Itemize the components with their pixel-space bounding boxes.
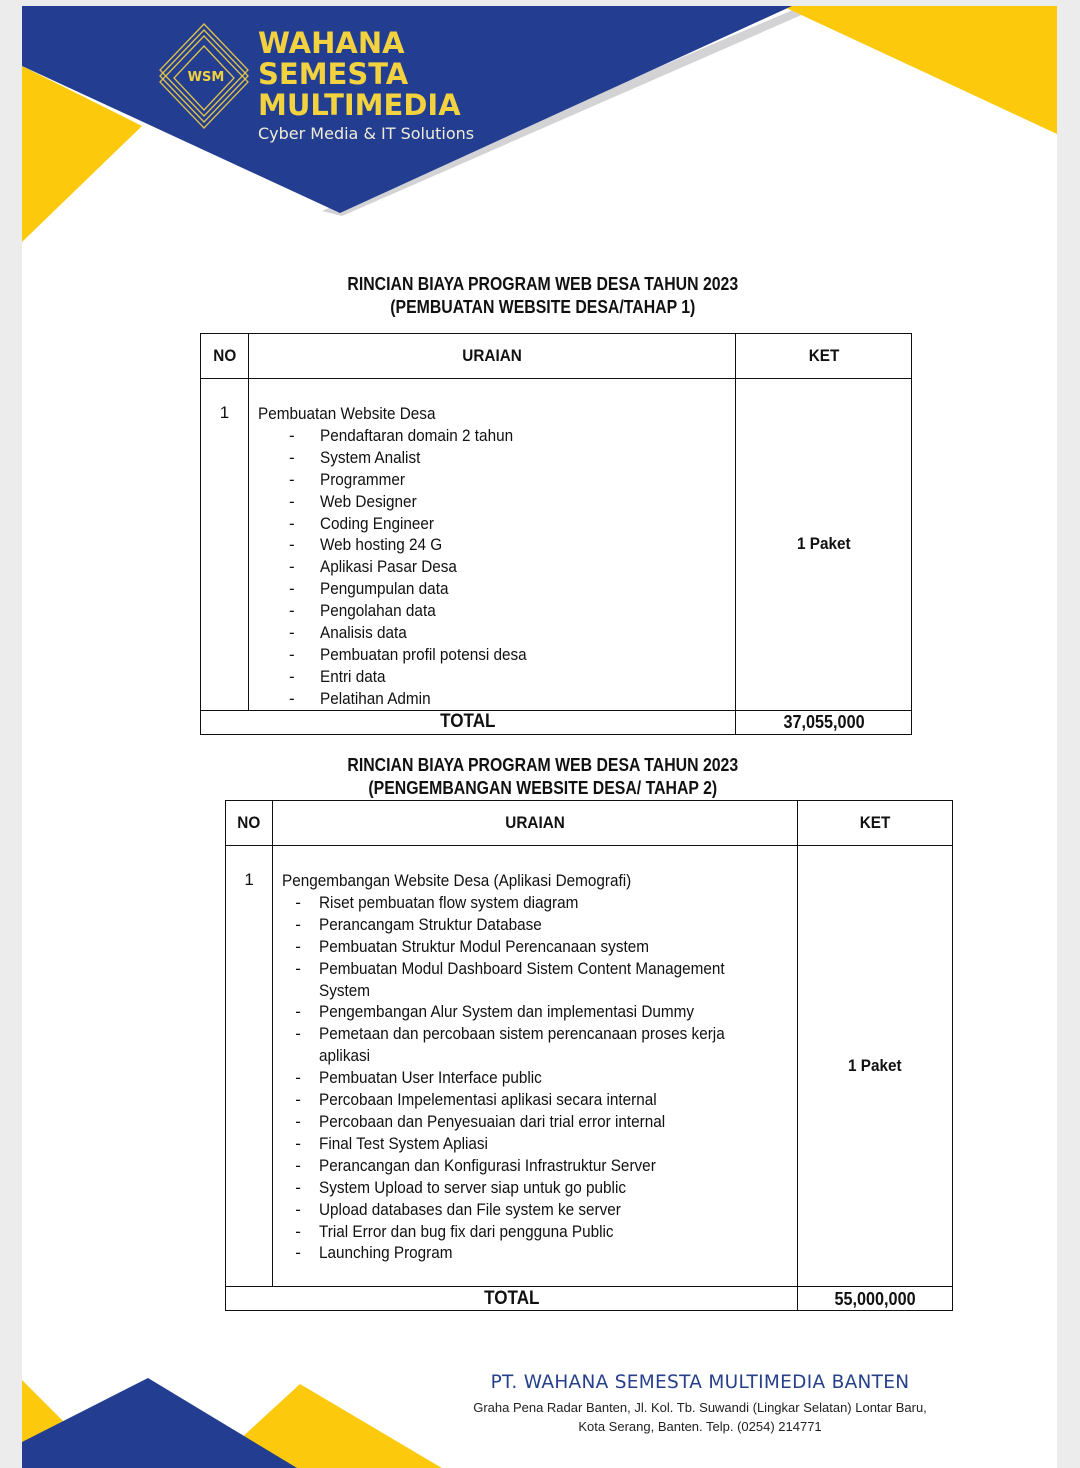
bullet-dash-icon: - xyxy=(295,1111,301,1131)
list-item-text: Coding Engineer xyxy=(319,513,434,533)
list-item xyxy=(258,491,727,513)
list-item-text: Pembuatan Struktur Modul Perencanaan system xyxy=(319,936,650,956)
total-row xyxy=(226,1287,953,1311)
bullet-dash-icon: - xyxy=(295,1090,301,1110)
row-heading: Pengembangan Website Desa (Aplikasi Demografi) xyxy=(282,871,632,890)
bullet-dash-icon: - xyxy=(295,1221,301,1241)
bullet-dash-icon: - xyxy=(295,958,301,978)
header-yellow-right-shape xyxy=(782,6,1057,134)
list-item xyxy=(282,958,789,1002)
bullet-dash-icon: - xyxy=(288,491,295,511)
list-item xyxy=(258,556,727,578)
list-item xyxy=(282,936,789,958)
bullet-dash-icon: - xyxy=(295,914,301,934)
table1-title-line2: (PEMBUATAN WEBSITE DESA/TAHAP 1) xyxy=(390,297,696,317)
list-item xyxy=(282,914,789,936)
list-item xyxy=(282,1111,789,1133)
list-item xyxy=(258,622,727,644)
list-item-text: Aplikasi Pasar Desa xyxy=(319,557,457,577)
row-number: 1 xyxy=(226,846,273,1287)
list-item-text: Launching Program xyxy=(319,1243,453,1263)
total-value: 37,055,000 xyxy=(736,710,912,734)
list-item xyxy=(282,1199,789,1221)
list-item-text: Perancangan dan Konfigurasi Infrastruktur Server xyxy=(319,1155,657,1175)
bullet-dash-icon: - xyxy=(288,425,295,445)
bullet-dash-icon: - xyxy=(295,1243,301,1263)
logo-tagline: Cyber Media & IT Solutions xyxy=(258,124,475,143)
company-logo-text xyxy=(258,28,474,145)
list-item xyxy=(282,1023,789,1067)
bullet-dash-icon: - xyxy=(288,513,295,533)
row-description xyxy=(273,846,798,1287)
footer-address-line2: Kota Serang, Banten. Telp. (0254) 214771 xyxy=(578,1419,822,1434)
logo-abbreviation: WSM xyxy=(187,70,225,85)
bullet-dash-icon: - xyxy=(288,688,295,708)
list-item xyxy=(258,600,727,622)
bullet-dash-icon: - xyxy=(288,666,295,686)
list-item-text: Perancangam Struktur Database xyxy=(319,914,543,934)
list-item-text: Pengumpulan data xyxy=(319,579,449,599)
table2-title-line1: RINCIAN BIAYA PROGRAM WEB DESA TAHUN 2023 xyxy=(347,755,739,775)
table2-title xyxy=(87,754,998,800)
bullet-dash-icon: - xyxy=(295,1002,301,1022)
cost-table-tahap-1 xyxy=(200,333,912,735)
table-row xyxy=(226,846,953,1287)
bullet-dash-icon: - xyxy=(295,1133,301,1153)
column-header-uraian: URAIAN xyxy=(248,334,735,379)
row-number: 1 xyxy=(201,379,249,711)
bullet-dash-icon: - xyxy=(295,936,301,956)
table1-title-line1: RINCIAN BIAYA PROGRAM WEB DESA TAHUN 2023 xyxy=(347,274,739,294)
column-header-no: NO xyxy=(226,801,273,846)
list-item-text: Pembuatan profil potensi desa xyxy=(319,644,527,664)
list-item xyxy=(258,578,727,600)
list-item-text: Pengolahan data xyxy=(319,601,436,621)
bullet-dash-icon: - xyxy=(288,557,295,577)
list-item xyxy=(258,644,727,666)
row-ket: 1 Paket xyxy=(736,379,912,711)
row-description xyxy=(248,379,735,711)
table2-title-line2: (PENGEMBANGAN WEBSITE DESA/ TAHAP 2) xyxy=(368,778,718,798)
list-item-text: Analisis data xyxy=(319,623,407,643)
total-row xyxy=(201,710,912,734)
bullet-dash-icon: - xyxy=(288,623,295,643)
letterhead-page xyxy=(22,6,1057,1468)
list-item-text: Pelatihan Admin xyxy=(319,688,431,708)
list-item xyxy=(258,447,727,469)
column-header-ket: KET xyxy=(798,801,953,846)
list-item xyxy=(258,688,727,710)
list-item-text: Percobaan Impelementasi aplikasi secara internal xyxy=(319,1090,657,1110)
total-label: TOTAL xyxy=(226,1287,798,1311)
list-item xyxy=(258,425,727,447)
bullet-dash-icon: - xyxy=(295,1024,301,1044)
list-item xyxy=(258,534,727,556)
bullet-dash-icon: - xyxy=(288,535,295,555)
bullet-dash-icon: - xyxy=(288,644,295,664)
bullet-dash-icon: - xyxy=(295,1155,301,1175)
list-item-text: Final Test System Apliasi xyxy=(319,1133,489,1153)
total-label: TOTAL xyxy=(201,710,736,734)
list-item-text: Pendaftaran domain 2 tahun xyxy=(319,425,514,445)
list-item xyxy=(282,1089,789,1111)
bullet-dash-icon: - xyxy=(295,1199,301,1219)
footer-company-name: PT. WAHANA SEMESTA MULTIMEDIA BANTEN xyxy=(490,1372,910,1393)
list-item-text: Pemetaan dan percobaan sistem perencanaan proses kerja aplikasi xyxy=(319,1024,725,1066)
list-item-text: Web hosting 24 G xyxy=(319,535,443,555)
bullet-dash-icon: - xyxy=(295,1177,301,1197)
column-header-uraian: URAIAN xyxy=(273,801,798,846)
list-item xyxy=(282,1177,789,1199)
logo-line-1: WAHANA xyxy=(258,26,405,60)
list-item-text: Upload databases dan File system ke server xyxy=(319,1199,622,1219)
list-item-text: System Upload to server siap untuk go public xyxy=(319,1177,627,1197)
list-item-text: Web Designer xyxy=(319,491,417,511)
list-item-text: Riset pembuatan flow system diagram xyxy=(319,892,579,912)
table1-title xyxy=(87,273,998,319)
total-value: 55,000,000 xyxy=(798,1287,953,1311)
bullet-dash-icon: - xyxy=(295,1068,301,1088)
list-item xyxy=(282,1155,789,1177)
list-item-text: System Analist xyxy=(319,447,421,467)
list-item-text: Pembuatan Modul Dashboard Sistem Content Management System xyxy=(319,958,725,1000)
list-item xyxy=(282,892,789,914)
list-item-text: Percobaan dan Penyesuaian dari trial error internal xyxy=(319,1111,666,1131)
list-item-text: Trial Error dan bug fix dari pengguna Public xyxy=(319,1221,614,1241)
item-list xyxy=(282,892,789,1264)
bullet-dash-icon: - xyxy=(288,469,295,489)
list-item xyxy=(258,513,727,535)
bullet-dash-icon: - xyxy=(295,892,301,912)
table-row xyxy=(201,379,912,711)
list-item xyxy=(282,1221,789,1243)
footer-blue-shape xyxy=(22,1378,297,1468)
column-header-no: NO xyxy=(201,334,249,379)
list-item-text: Pengembangan Alur System dan implementasi Dummy xyxy=(319,1002,695,1022)
table-header-row xyxy=(201,334,912,379)
item-list xyxy=(258,425,727,710)
bullet-dash-icon: - xyxy=(288,447,295,467)
list-item xyxy=(282,1067,789,1089)
logo-line-2: SEMESTA xyxy=(258,57,409,91)
logo-line-3: MULTIMEDIA xyxy=(258,88,461,122)
list-item xyxy=(258,469,727,491)
list-item-text: Pembuatan User Interface public xyxy=(319,1068,543,1088)
cost-table-tahap-2 xyxy=(225,800,953,1311)
table-header-row xyxy=(226,801,953,846)
bullet-dash-icon: - xyxy=(288,601,295,621)
list-item-text: Entri data xyxy=(319,666,386,686)
list-item-text: Programmer xyxy=(319,469,405,489)
list-item xyxy=(258,666,727,688)
footer-address xyxy=(420,1398,980,1436)
row-ket: 1 Paket xyxy=(798,846,953,1287)
bullet-dash-icon: - xyxy=(288,579,295,599)
list-item xyxy=(282,1001,789,1023)
list-item xyxy=(282,1242,789,1264)
column-header-ket: KET xyxy=(736,334,912,379)
list-item xyxy=(282,1133,789,1155)
footer-address-line1: Graha Pena Radar Banten, Jl. Kol. Tb. Suwandi (Lingkar Selatan) Lontar Baru, xyxy=(473,1400,927,1415)
row-heading: Pembuatan Website Desa xyxy=(257,404,436,423)
